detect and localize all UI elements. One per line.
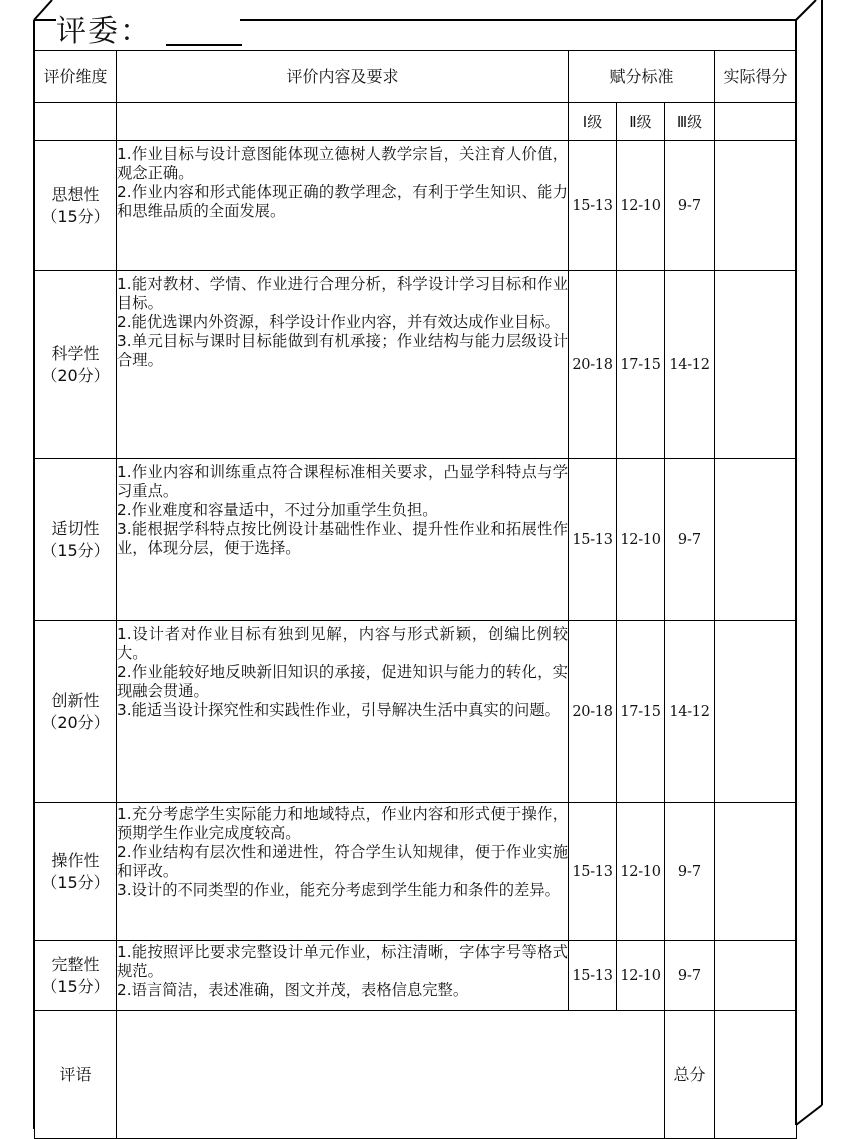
dimension-name: 科学性 [51, 343, 100, 363]
judge-name-blank[interactable] [166, 44, 242, 46]
table-row [35, 459, 797, 621]
header-dimension: 评价维度 [35, 51, 117, 103]
dimension-cell [35, 941, 117, 1011]
dimension-points: （15分） [41, 540, 110, 560]
actual-score-cell[interactable] [715, 941, 797, 1011]
dimension-cell [35, 621, 117, 803]
score-level-2: 12-10 [617, 803, 665, 941]
score-level-3: 9-7 [665, 803, 715, 941]
content-cell [117, 941, 569, 1011]
dimension-name: 思想性 [51, 184, 100, 204]
dimension-cell [35, 271, 117, 459]
content-item: 2.作业内容和形式能体现正确的教学理念，有利于学生知识、能力和思维品质的全面发展。 [117, 183, 568, 220]
score-level-3: 14-12 [665, 621, 715, 803]
content-item: 1.能按照评比要求完整设计单元作业，标注清晰，字体字号等格式规范。 [117, 943, 568, 980]
content-item: 2.语言简洁，表述准确，图文并茂，表格信息完整。 [117, 981, 469, 999]
content-cell [117, 141, 569, 271]
table-row [35, 621, 797, 803]
content-item: 3.单元目标与课时目标能做到有机承接；作业结构与能力层级设计合理。 [117, 332, 568, 369]
level-row [35, 103, 797, 141]
dimension-points: （20分） [41, 365, 110, 385]
dimension-name: 创新性 [51, 690, 100, 710]
score-level-1: 15-13 [569, 941, 617, 1011]
content-item: 1.能对教材、学情、作业进行合理分析，科学设计学习目标和作业目标。 [117, 275, 568, 312]
actual-score-cell[interactable] [715, 271, 797, 459]
table-row [35, 271, 797, 459]
score-level-3: 9-7 [665, 941, 715, 1011]
header-actual: 实际得分 [715, 51, 797, 103]
evaluation-table [34, 50, 797, 1139]
dimension-points: （15分） [41, 872, 110, 892]
dimension-points: （15分） [41, 976, 110, 996]
content-item: 3.能根据学科特点按比例设计基础性作业、提升性作业和拓展性作业，体现分层，便于选择。 [117, 520, 568, 557]
score-level-2: 17-15 [617, 621, 665, 803]
level-row-empty [715, 103, 797, 141]
content-item: 1.作业内容和训练重点符合课程标准相关要求，凸显学科特点与学习重点。 [117, 463, 568, 500]
score-level-3: 14-12 [665, 271, 715, 459]
total-score-cell[interactable] [715, 1011, 797, 1139]
content-item: 1.设计者对作业目标有独到见解，内容与形式新颖，创编比例较大。 [117, 625, 568, 662]
content-cell [117, 621, 569, 803]
header-content: 评价内容及要求 [117, 51, 569, 103]
dimension-cell [35, 459, 117, 621]
actual-score-cell[interactable] [715, 141, 797, 271]
dimension-cell [35, 141, 117, 271]
actual-score-cell[interactable] [715, 621, 797, 803]
dimension-name: 操作性 [51, 850, 100, 870]
level-3-label: Ⅲ级 [665, 103, 715, 141]
score-level-3: 9-7 [665, 459, 715, 621]
score-level-1: 15-13 [569, 141, 617, 271]
content-item: 2.作业结构有层次性和递进性，符合学生认知规律，便于作业实施和评改。 [117, 843, 568, 880]
footer-row [35, 1011, 797, 1139]
content-item: 2.作业难度和容量适中，不过分加重学生负担。 [117, 501, 438, 519]
table-row [35, 941, 797, 1011]
level-row-empty [35, 103, 117, 141]
actual-score-cell[interactable] [715, 459, 797, 621]
judge-label: 评委： [56, 14, 152, 49]
header-standard: 赋分标准 [569, 51, 715, 103]
table-row [35, 141, 797, 271]
content-item: 3.能适当设计探究性和实践性作业，引导解决生活中真实的问题。 [117, 701, 560, 719]
score-level-1: 15-13 [569, 459, 617, 621]
content-item: 3.设计的不同类型的作业，能充分考虑到学生能力和条件的差异。 [117, 881, 560, 899]
total-label: 总分 [665, 1011, 715, 1139]
comment-label: 评语 [35, 1011, 117, 1139]
evaluation-table-container [34, 50, 796, 1125]
comment-area[interactable] [117, 1011, 665, 1139]
dimension-name: 适切性 [51, 518, 100, 538]
level-1-label: Ⅰ级 [569, 103, 617, 141]
content-item: 2.能优选课内外资源，科学设计作业内容，并有效达成作业目标。 [117, 313, 560, 331]
level-2-label: Ⅱ级 [617, 103, 665, 141]
content-item: 1.作业目标与设计意图能体现立德树人教学宗旨，关注育人价值，观念正确。 [117, 145, 568, 182]
score-level-3: 9-7 [665, 141, 715, 271]
score-level-1: 20-18 [569, 271, 617, 459]
header-row [35, 51, 797, 103]
content-item: 2.作业能较好地反映新旧知识的承接，促进知识与能力的转化，实现融会贯通。 [117, 663, 568, 700]
level-row-empty [117, 103, 569, 141]
score-level-1: 15-13 [569, 803, 617, 941]
actual-score-cell[interactable] [715, 803, 797, 941]
dimension-name: 完整性 [51, 954, 100, 974]
content-item: 1.充分考虑学生实际能力和地域特点，作业内容和形式便于操作，预期学生作业完成度较高。 [117, 805, 568, 842]
content-cell [117, 459, 569, 621]
score-level-2: 12-10 [617, 459, 665, 621]
score-level-2: 12-10 [617, 941, 665, 1011]
score-level-1: 20-18 [569, 621, 617, 803]
score-level-2: 17-15 [617, 271, 665, 459]
dimension-points: （15分） [41, 206, 110, 226]
score-level-2: 12-10 [617, 141, 665, 271]
table-row [35, 803, 797, 941]
content-cell [117, 803, 569, 941]
dimension-points: （20分） [41, 712, 110, 732]
dimension-cell [35, 803, 117, 941]
content-cell [117, 271, 569, 459]
